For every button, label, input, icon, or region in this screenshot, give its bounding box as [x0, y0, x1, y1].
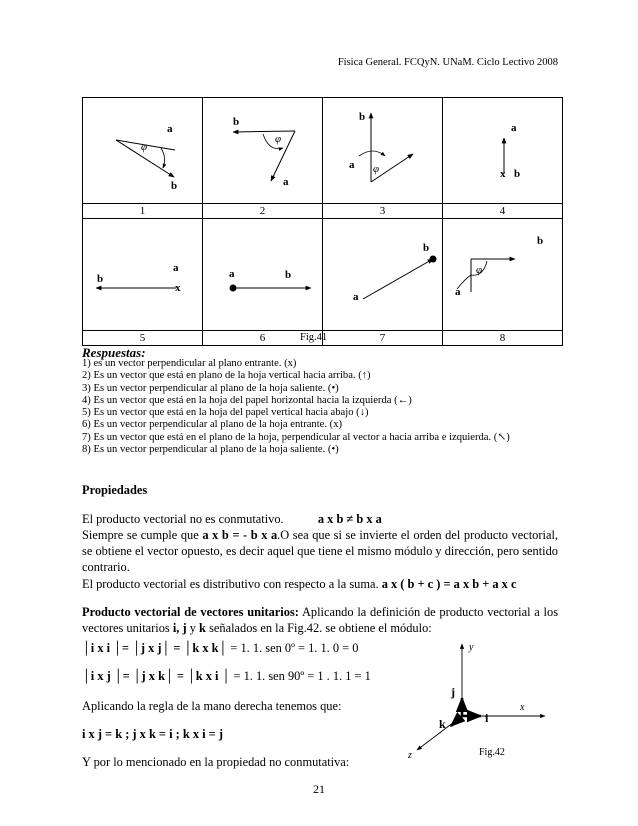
diagram-7	[323, 219, 442, 325]
page-header: Física General. FCQyN. UNaM. Ciclo Lectivo 2008	[337, 57, 558, 68]
mod1-bold: │i x i │= │j x j│ = │k x k│	[82, 641, 228, 655]
modulus-line-1	[82, 640, 432, 656]
answer-item: 7) Es un vector que está en el plano de la hoja, perpendicular al vector a hacia arriba e izquierda. (↖)	[82, 431, 510, 443]
p2-text-a: Siempre se cumple que	[82, 528, 199, 542]
answers-list	[82, 358, 562, 456]
figure-41-table	[82, 97, 563, 346]
answer-item: 5) Es un vector que está en la hoja del papel vertical hacia abajo (↓)	[82, 407, 369, 419]
p4-title: Producto vectorial de vectores unitarios:	[82, 605, 299, 619]
label-b: b	[359, 111, 366, 123]
unit-i-label: i	[485, 711, 489, 725]
properties-title: Propiedades	[82, 483, 148, 497]
label-a: a	[283, 176, 289, 188]
axis-x-label: x	[520, 702, 525, 713]
cell-number: 8	[443, 331, 563, 346]
p2-formula: a x b = - b x a	[202, 528, 278, 542]
answer-item: 3) Es un vector perpendicular al plano de la hoja saliente. (•)	[82, 382, 339, 394]
answer-item: 6) Es un vector perpendicular al plano de la hoja entrante. (x)	[82, 419, 343, 431]
label-a: a	[349, 159, 355, 171]
figure-42-caption: Fig.42	[479, 747, 505, 758]
cell-number: 5	[83, 331, 203, 346]
label-x: x	[175, 282, 181, 294]
label-b: b	[537, 235, 544, 247]
label-b: b	[514, 168, 521, 180]
mod2-rest: = 1. 1. sen 90º = 1 . 1. 1 = 1	[233, 669, 371, 683]
axis-z-label: z	[408, 750, 412, 761]
modulus-line-2	[82, 668, 432, 684]
figure-cell-6	[203, 219, 323, 331]
mod2-bold: │i x j │= │j x k│ = │k x i │	[82, 669, 231, 683]
diagram-8	[443, 219, 562, 325]
cell-number: 3	[323, 204, 443, 219]
label-b: b	[285, 269, 292, 281]
label-a: a	[167, 123, 173, 135]
diagram-1	[83, 98, 202, 198]
p4-y: y	[189, 621, 196, 635]
right-hand-rule-text: Aplicando la regla de la mano derecha tenemos que:	[82, 699, 342, 713]
unit-vectors-paragraph	[82, 604, 558, 636]
cell-number: 7	[323, 331, 443, 346]
mod1-rest: = 1. 1. sen 0º = 1. 1. 0 = 0	[230, 641, 359, 655]
figure-cell-4	[443, 98, 563, 204]
cell-number: 6	[203, 331, 323, 346]
label-a: a	[455, 286, 461, 298]
property-distributive	[82, 576, 558, 592]
p3-text: El producto vectorial es distributivo con respecto a la suma.	[82, 577, 379, 591]
p2-text-b: .O sea que si se invierte el orden del producto vectorial, se obtiene el vector opuesto, es decir aquel que tiene el mismo módulo y dirección, pero sentido contrario.	[82, 528, 558, 574]
p3-formula: a x ( b + c ) = a x b + a x c	[381, 577, 517, 591]
figure-cell-2	[203, 98, 323, 204]
label-a: a	[511, 122, 517, 134]
axis-y-label: y	[469, 642, 474, 653]
unit-j-label: j	[451, 685, 455, 699]
answer-item: 1) es un vector perpendicular al plano entrante. (x)	[82, 358, 297, 369]
diagram-3	[323, 98, 442, 198]
p4-vectors: i, j	[172, 621, 187, 635]
cell-number: 2	[203, 204, 323, 219]
figure-cell-3	[323, 98, 443, 204]
p4-text: Aplicando la definición de producto vectorial a los vectores unitarios	[82, 605, 559, 635]
page-number: 21	[313, 782, 325, 796]
cell-number: 4	[443, 204, 563, 219]
label-b: b	[171, 180, 178, 192]
label-b: b	[97, 273, 104, 285]
label-phi: φ	[476, 264, 483, 276]
label-b: b	[423, 242, 430, 254]
cross-products: i x j = k ; j x k = i ; k x i = j	[82, 727, 223, 741]
p1-formula: a x b ≠ b x a	[317, 512, 382, 526]
diagram-5	[83, 219, 202, 325]
answer-item: 4) Es un vector que está en la hoja del papel horizontal hacia la izquierda (←)	[82, 394, 412, 406]
property-noncommutative	[82, 511, 558, 527]
figure-cell-1	[83, 98, 203, 204]
cell-number: 1	[83, 204, 203, 219]
label-b: b	[233, 116, 240, 128]
p4-text2: señalados en la Fig.42. se obtiene el módulo:	[209, 621, 432, 635]
figure-41-caption: Fig.41	[300, 332, 328, 343]
figure-42	[405, 636, 555, 764]
answer-item: 2) Es un vector que está en plano de la hoja vertical hacia arriba. (↑)	[82, 370, 371, 382]
figure-cell-5	[83, 219, 203, 331]
label-phi: φ	[141, 141, 148, 153]
p1-text: El producto vectorial no es conmutativo.	[82, 512, 284, 526]
label-phi: φ	[275, 133, 282, 145]
property-anticommutative	[82, 527, 558, 575]
label-x: x	[500, 168, 506, 180]
p4-k: k	[199, 621, 206, 635]
label-a: a	[173, 262, 179, 274]
label-phi: φ	[373, 163, 380, 175]
figure-cell-7	[323, 219, 443, 331]
diagram-6	[203, 219, 322, 325]
label-a: a	[353, 291, 359, 303]
answer-item: 8) Es un vector perpendicular al plano de la hoja saliente. (•)	[82, 444, 339, 456]
figure-cell-8	[443, 219, 563, 331]
diagram-4	[443, 98, 562, 198]
answers-title: Respuestas:	[82, 345, 146, 360]
label-a: a	[229, 268, 235, 280]
diagram-2	[203, 98, 322, 198]
noncommutative-note: Y por lo mencionado en la propiedad no conmutativa:	[82, 755, 350, 769]
unit-k-label: k	[439, 717, 446, 731]
